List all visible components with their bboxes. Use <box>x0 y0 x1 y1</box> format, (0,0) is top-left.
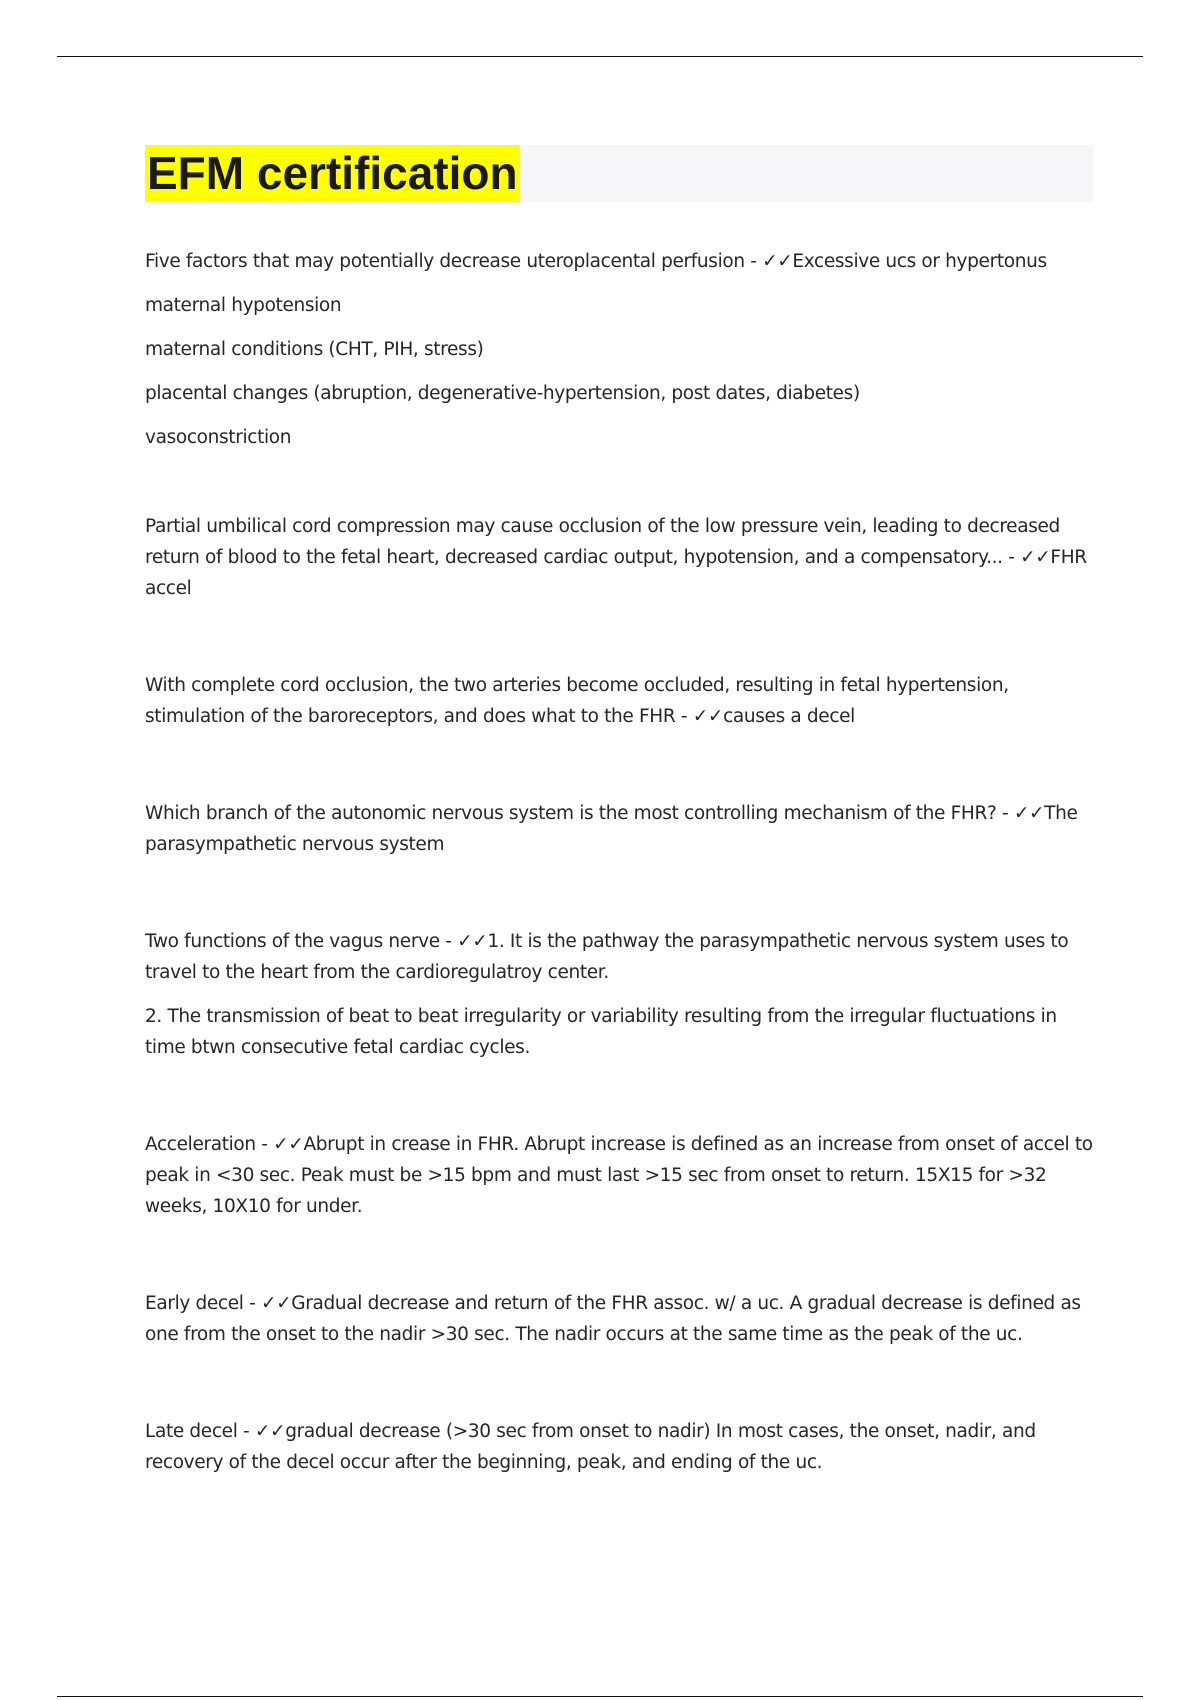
question-text: With complete cord occlusion, the two arteries become occluded, resulting in fetal hypertension, stimulation of the baroreceptors, and does what to the FHR <box>145 675 1009 727</box>
question-text: Early decel <box>145 1293 244 1314</box>
qa-first-line <box>145 246 1095 277</box>
separator: - <box>243 1293 261 1314</box>
qa-block <box>145 511 1095 604</box>
top-rule <box>57 56 1143 57</box>
qa-paragraph <box>145 1288 1095 1350</box>
answer-text: Excessive ucs or hypertonus <box>792 251 1047 272</box>
separator: - <box>439 931 458 952</box>
page-title: EFM certification <box>145 145 520 202</box>
answer-line: maternal conditions (CHT, PIH, stress) <box>145 339 484 360</box>
answer-line: maternal hypotension <box>145 295 342 316</box>
answer-text: gradual decrease (>30 sec from onset to nadir) In most cases, the onset, nadir, and recovery of the decel occur after the beginning, peak, and ending of the uc. <box>145 1421 1036 1473</box>
question-text: Partial umbilical cord compression may cause occlusion of the low pressure vein, leading to decreased return of blood to the fetal heart, decreased cardiac output, hypotension, and a compensatory... <box>145 516 1060 568</box>
answer-text: 1. It is the pathway the parasympathetic nervous system uses to travel to the heart from the cardioregulatroy center. <box>145 931 1069 983</box>
answer-line: vasoconstriction <box>145 427 292 448</box>
question-text: Two functions of the vagus nerve <box>145 931 440 952</box>
qa-paragraph <box>145 1416 1095 1478</box>
qa-block <box>145 670 1095 732</box>
answer-text: Gradual decrease and return of the FHR assoc. w/ a uc. A gradual decrease is defined as one from the onset to the nadir >30 sec. The nadir occurs at the same time as the peak of the uc. <box>145 1293 1081 1345</box>
double-check-icon: ✓✓ <box>273 1134 304 1155</box>
answer-line: 2. The transmission of beat to beat irregularity or variability resulting from the irregular fluctuations in time btwn consecutive fetal cardiac cycles. <box>145 1006 1057 1058</box>
answer-text: causes a decel <box>723 706 855 727</box>
qa-block <box>145 926 1095 1063</box>
question-text: Five factors that may potentially decrease uteroplacental perfusion <box>145 251 745 272</box>
qa-block <box>145 246 1095 453</box>
answer-text: The parasympathetic nervous system <box>145 803 1078 855</box>
separator: - <box>744 251 763 272</box>
qa-block <box>145 1288 1095 1350</box>
question-text: Acceleration <box>145 1134 256 1155</box>
answer-line: placental changes (abruption, degenerative-hypertension, post dates, diabetes) <box>145 383 860 404</box>
separator: - <box>996 803 1014 824</box>
double-check-icon: ✓✓ <box>260 1293 292 1314</box>
separator: - <box>237 1421 255 1442</box>
separator: - <box>1002 547 1021 568</box>
double-check-icon: ✓✓ <box>762 251 793 272</box>
qa-paragraph <box>145 798 1095 860</box>
qa-paragraph <box>145 926 1095 988</box>
qa-block <box>145 798 1095 860</box>
double-check-icon: ✓✓ <box>1013 803 1045 824</box>
qa-paragraph <box>145 511 1095 604</box>
separator: - <box>255 1134 274 1155</box>
question-text: Late decel <box>145 1421 238 1442</box>
qa-block <box>145 1416 1095 1478</box>
qa-block <box>145 1129 1095 1222</box>
question-text: Which branch of the autonomic nervous system is the most controlling mechanism of the FHR? <box>145 803 997 824</box>
document-body <box>145 246 1095 1544</box>
double-check-icon: ✓✓ <box>457 931 488 952</box>
answer-text: Abrupt in crease in FHR. Abrupt increase is defined as an increase from onset of accel to peak in <30 sec. Peak must be >15 bpm and must last >15 sec from onset to return. 15X15 for >32 weeks, 10X10 for under. <box>145 1134 1093 1217</box>
double-check-icon: ✓✓ <box>1020 547 1051 568</box>
double-check-icon: ✓✓ <box>692 706 724 727</box>
separator: - <box>675 706 693 727</box>
qa-paragraph <box>145 670 1095 732</box>
qa-paragraph <box>145 1129 1095 1222</box>
answer-text: FHR accel <box>145 547 1087 599</box>
double-check-icon: ✓✓ <box>254 1421 286 1442</box>
bottom-rule <box>57 1696 1143 1697</box>
